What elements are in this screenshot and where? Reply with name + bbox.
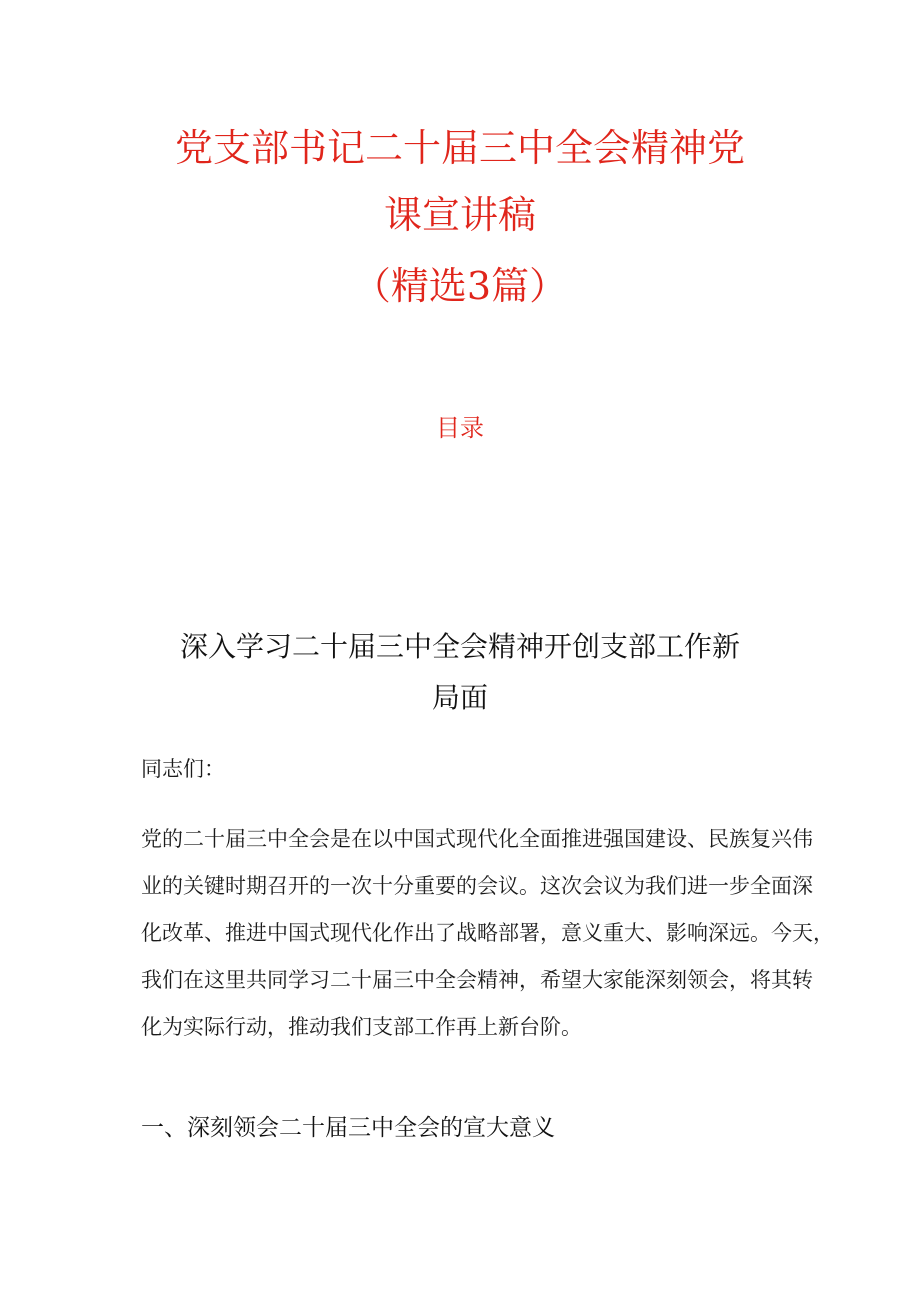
table-of-contents-label: 目录: [436, 414, 484, 442]
section-title-line-2: 局面: [431, 681, 488, 714]
paragraph-line: 业的关键时期召开的一次十分重要的会议。这次会议为我们进一步全面深: [141, 874, 813, 898]
paragraph-line: 化为实际行动，推动我们支部工作再上新台阶。: [141, 1015, 582, 1039]
document-title-line-1: 党支部书记二十届三中全会精神党: [174, 126, 745, 170]
paragraph-line: 化改革、推进中国式现代化作出了战略部署，意义重大、影响深远。今天，: [141, 921, 834, 945]
greeting: 同志们：: [141, 757, 225, 781]
document-title-line-3: （精选3篇）: [352, 264, 568, 308]
section-subheading: 一、深刻领会二十届三中全会的宣大意义: [141, 1115, 555, 1141]
document-title-line-2: 课宣讲稿: [383, 193, 536, 237]
paragraph-line: 党的二十届三中全会是在以中国式现代化全面推进强国建设、民族复兴伟: [141, 827, 813, 851]
section-title-line-1: 深入学习二十届三中全会精神开创支部工作新: [179, 630, 740, 663]
paragraph-line: 我们在这里共同学习二十届三中全会精神，希望大家能深刻领会，将其转: [141, 968, 813, 992]
